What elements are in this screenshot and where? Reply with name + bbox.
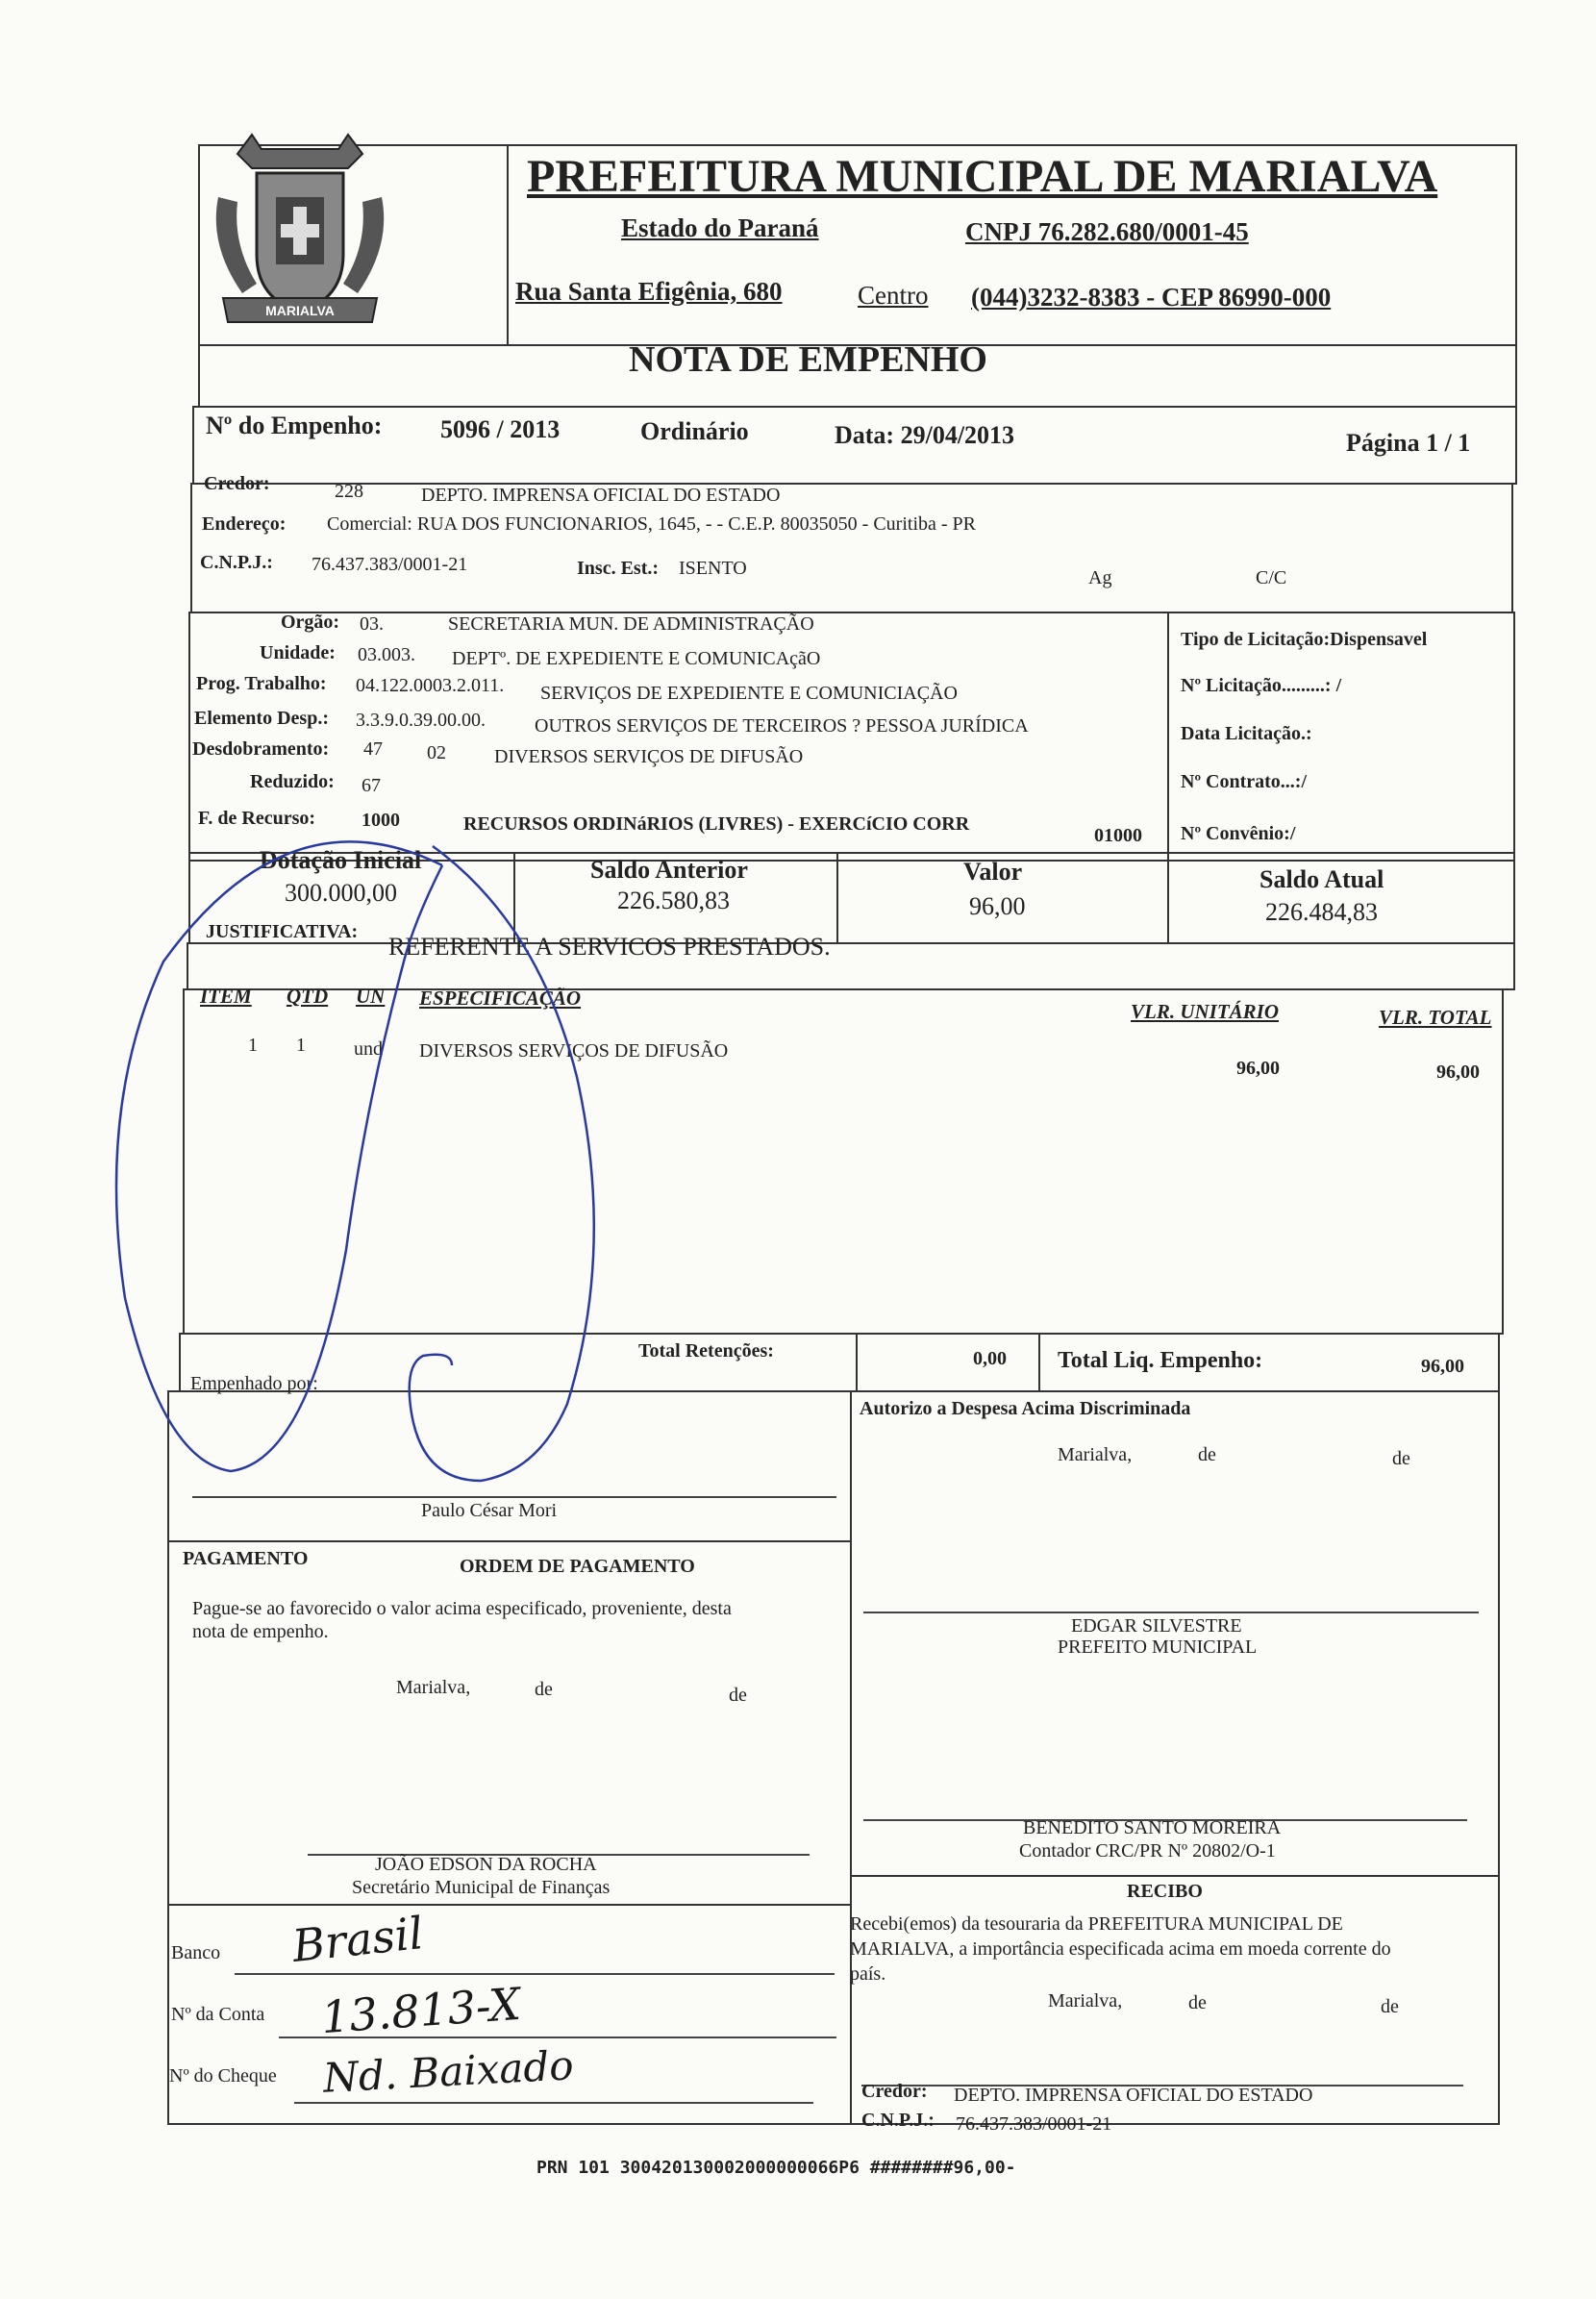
pagamento-text-2: nota de empenho. [192,1621,329,1642]
reduzido-label: Reduzido: [250,771,335,792]
insc-value: ISENTO [679,558,747,579]
recibo-text-2: MARIALVA, a importância especificada acima em moeda corrente do [850,1938,1391,1960]
recibo-de1: de [1188,1992,1207,2013]
secretario-name: JOÃO EDSON DA ROCHA [375,1854,597,1875]
items-header-qtd: QTD [287,985,329,1008]
licitacao-contrato: Nº Contrato...:/ [1181,771,1308,792]
item-espec: DIVERSOS SERVIÇOS DE DIFUSÃO [419,1040,729,1062]
items-header-un: UN [356,985,386,1008]
valor-label: Valor [963,858,1023,886]
unidade-label: Unidade: [260,642,336,663]
desdob-name: DIVERSOS SERVIÇOS DE DIFUSÃO [494,746,804,767]
retencoes-value: 0,00 [973,1348,1007,1369]
item-vlr-unit: 96,00 [1236,1058,1280,1079]
autorizo-de1: de [1198,1444,1216,1465]
saldo-anterior-label: Saldo Anterior [590,856,748,884]
items-header-item: ITEM [200,985,252,1008]
empenhado-label: Empenhado por: [190,1373,318,1394]
secretario-role: Secretário Municipal de Finanças [352,1877,611,1898]
state-name: Estado do Paraná [621,213,819,242]
recibo-city: Marialva, [1048,1990,1123,2012]
contador-role: Contador CRC/PR Nº 20802/O-1 [1019,1840,1276,1862]
recibo-text-3: país. [850,1963,886,1985]
elemento-name: OUTROS SERVIÇOS DE TERCEIROS ? PESSOA JURÍDICA [535,715,1029,737]
credor-name: DEPTO. IMPRENSA OFICIAL DO ESTADO [421,485,781,506]
pagamento-city: Marialva, [396,1677,471,1698]
saldo-atual-value: 226.484,83 [1265,898,1378,926]
prefeito-role: PREFEITO MUNICIPAL [1058,1637,1258,1658]
prog-label: Prog. Trabalho: [196,673,327,694]
item-vlr-total: 96,00 [1436,1062,1480,1083]
empenhado-name: Paulo César Mori [421,1500,558,1521]
empenho-number: 5096 / 2013 [440,415,561,443]
cheque-label: Nº do Cheque [169,2065,277,2087]
elemento-label: Elemento Desp.: [194,708,329,729]
recurso-label: F. de Recurso: [198,808,316,829]
recibo-title: RECIBO [1127,1881,1203,1902]
contador-name: BENEDITO SANTO MOREIRA [1023,1817,1282,1838]
autorizo-city: Marialva, [1058,1444,1133,1465]
item-number: 1 [248,1035,258,1056]
desdob-code2: 02 [427,742,446,763]
credor-address: Comercial: RUA DOS FUNCIONARIOS, 1645, - - C.E.P. 80035050 - Curitiba - PR [327,513,977,535]
prefeito-name: EDGAR SILVESTRE [1071,1615,1242,1637]
recibo-credor: DEPTO. IMPRENSA OFICIAL DO ESTADO [954,2085,1313,2106]
svg-text:MARIALVA: MARIALVA [265,303,335,318]
recurso-name: RECURSOS ORDINáRIOS (LIVRES) - EXERCíCIO CORR [463,813,970,835]
ag-label: Ag [1088,567,1112,588]
banco-handwriting: Brasil [289,1907,426,1972]
licitacao-numero: Nº Licitação.........: / [1181,675,1342,696]
licitacao-data: Data Licitação.: [1181,723,1312,744]
recibo-text-1: Recebi(emos) da tesouraria da PREFEITURA MUNICIPAL DE [850,1913,1343,1935]
saldo-anterior-value: 226.580,83 [617,887,730,914]
valor-value: 96,00 [969,892,1026,920]
unidade-name: DEPTº. DE EXPEDIENTE E COMUNICAçãO [452,648,821,669]
licitacao-tipo: Tipo de Licitação:Dispensavel [1181,629,1428,650]
recurso-code2: 01000 [1094,825,1142,846]
banco-label: Banco [171,1942,221,1963]
insc-label: Insc. Est.: [577,558,660,579]
orgao-label: Orgão: [281,612,340,633]
liq-label: Total Liq. Empenho: [1058,1348,1263,1373]
org-cnpj: CNPJ 76.282.680/0001-45 [965,217,1249,246]
doc-title: NOTA DE EMPENHO [629,339,987,380]
cheque-handwriting: Nd. Baixado [321,2041,575,2102]
empenho-type: Ordinário [640,417,749,445]
items-header-vlr-unit: VLR. UNITÁRIO [1131,1000,1280,1023]
reduzido-value: 67 [362,775,381,796]
pagamento-text-1: Pague-se ao favorecido o valor acima especificado, proveniente, desta [192,1598,732,1619]
org-phone-cep: (044)3232-8383 - CEP 86990-000 [971,283,1332,312]
credor-cnpj-label: C.N.P.J.: [200,552,273,573]
orgao-name: SECRETARIA MUN. DE ADMINISTRAÇÃO [448,613,814,635]
recibo-cnpj: 76.437.383/0001-21 [956,2113,1112,2135]
orgao-code: 03. [360,613,384,635]
desdob-label: Desdobramento: [192,738,330,760]
saldo-atual-label: Saldo Atual [1259,865,1384,893]
recibo-credor-label: Credor: [861,2081,928,2102]
address-label: Endereço: [202,513,287,535]
dotacao-value: 300.000,00 [285,879,397,907]
item-qtd: 1 [296,1035,306,1056]
justificativa-label: JUSTIFICATIVA: [206,921,359,942]
items-header-espec: ESPECIFICAÇÃO [419,987,582,1010]
empenho-number-label: Nº do Empenho: [206,412,383,439]
conta-handwriting: 13.813-X [319,1977,523,2044]
org-district: Centro [858,281,929,310]
cc-label: C/C [1256,567,1287,588]
unidade-code: 03.003. [358,644,415,665]
pagamento-de1: de [535,1679,553,1700]
pagamento-label: PAGAMENTO [183,1548,309,1569]
item-un: und [354,1038,383,1060]
licitacao-convenio: Nº Convênio:/ [1181,823,1296,844]
recibo-de2: de [1381,1996,1399,2017]
desdob-code1: 47 [363,738,383,760]
empenho-page: Página 1 / 1 [1346,429,1471,457]
justificativa-text: REFERENTE A SERVICOS PRESTADOS. [388,933,831,961]
org-address: Rua Santa Efigênia, 680 [515,277,783,306]
credor-cnpj: 76.437.383/0001-21 [312,554,468,575]
credor-label: Credor: [204,473,270,494]
conta-label: Nº da Conta [171,2004,265,2025]
liq-value: 96,00 [1421,1356,1464,1377]
barcode-text: PRN 101 300420130002000000066P6 ########96,00- [536,2158,1016,2178]
elemento-code: 3.3.9.0.39.00.00. [356,710,486,731]
prog-code: 04.122.0003.2.011. [356,675,505,696]
recurso-code: 1000 [362,810,400,831]
autorizo-de2: de [1392,1448,1410,1469]
pagamento-de2: de [729,1685,747,1706]
empenho-date: Data: 29/04/2013 [835,421,1015,449]
prog-name: SERVIÇOS DE EXPEDIENTE E COMUNICIAÇÃO [540,683,958,704]
items-header-vlr-total: VLR. TOTAL [1379,1006,1492,1029]
ordem-pagamento-label: ORDEM DE PAGAMENTO [460,1556,695,1577]
retencoes-label: Total Retenções: [638,1340,774,1362]
recibo-cnpj-label: C.N.P.J.: [861,2110,935,2131]
credor-code: 228 [335,481,363,502]
dotacao-label: Dotação Inicial [260,846,422,874]
autorizo-text: Autorizo a Despesa Acima Discriminada [860,1398,1191,1419]
org-name: PREFEITURA MUNICIPAL DE MARIALVA [527,151,1438,202]
